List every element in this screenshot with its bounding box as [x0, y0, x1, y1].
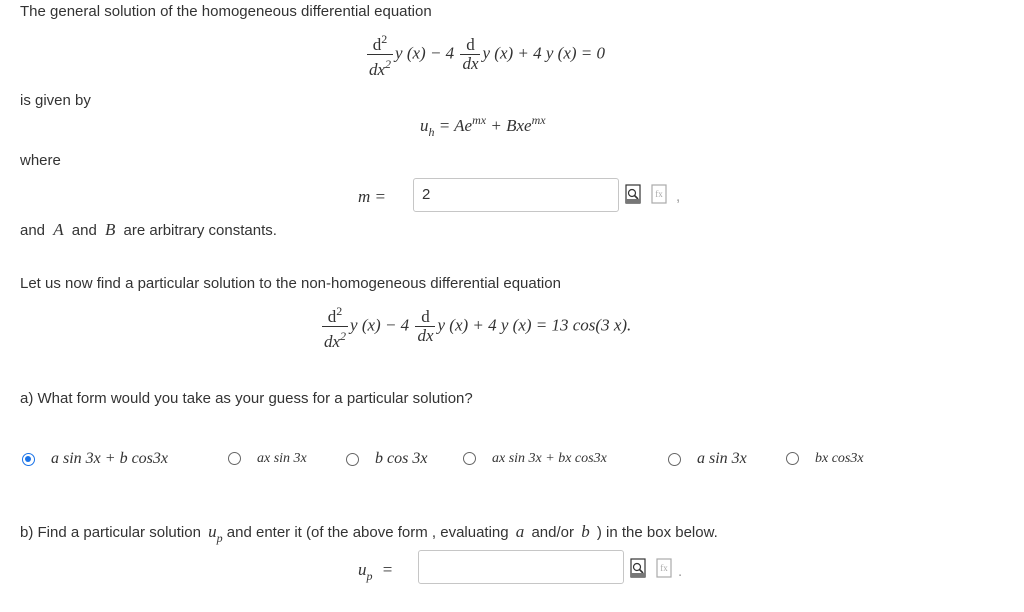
- equation-term: y (x) − 4: [395, 43, 455, 63]
- dx-symbol: dx: [417, 326, 434, 345]
- question-text: ) in the box below.: [596, 524, 718, 541]
- a-symbol: a: [515, 522, 525, 541]
- dx-symbol: dx: [369, 60, 386, 79]
- d-symbol: d: [327, 307, 337, 326]
- equation-term: + Bxe: [490, 116, 532, 135]
- p-subscript: p: [366, 569, 373, 583]
- option-3[interactable]: [346, 450, 427, 468]
- question-text: and/or: [531, 524, 575, 541]
- up-input[interactable]: [418, 550, 624, 584]
- trailing-comma: ,: [676, 188, 681, 205]
- equation-term: y (x) − 4: [350, 315, 410, 335]
- exponent: 2: [336, 304, 343, 318]
- radio-button[interactable]: [786, 452, 799, 465]
- radio-button[interactable]: [346, 453, 359, 466]
- h-subscript: h: [428, 125, 435, 139]
- svg-text:fx: fx: [655, 189, 663, 199]
- equals-sign: =: [382, 560, 393, 579]
- p-subscript: p: [216, 531, 223, 545]
- constant-a: A: [53, 220, 64, 239]
- arbitrary-text: are arbitrary constants.: [123, 222, 277, 239]
- question-text: b) Find a particular solution: [20, 524, 201, 541]
- option-label: ax sin 3x: [257, 450, 307, 466]
- equation-term: y (x) + 4 y (x) = 13 cos(3 x).: [437, 315, 632, 335]
- is-given-by-text: is given by: [20, 92, 91, 109]
- radio-button[interactable]: [668, 453, 681, 466]
- nonhomogeneous-equation: [320, 302, 631, 351]
- nonhomog-intro: Let us now find a particular solution to the non-homogeneous differential equation: [20, 275, 561, 292]
- option-6[interactable]: [786, 450, 864, 468]
- formula-editor-icon[interactable]: [651, 184, 667, 204]
- exponent: 2: [381, 32, 388, 46]
- and-text: and: [20, 222, 46, 239]
- constant-b: B: [104, 220, 116, 239]
- dx-symbol: dx: [324, 332, 341, 351]
- u-symbol: u: [208, 522, 217, 541]
- option-1[interactable]: [22, 450, 168, 468]
- intro-text: The general solution of the homogeneous differential equation: [20, 3, 432, 20]
- u-symbol: u: [420, 116, 429, 135]
- b-symbol: b: [581, 522, 590, 541]
- preview-icon[interactable]: [630, 558, 646, 578]
- up-label: [358, 560, 392, 584]
- u-symbol: u: [358, 560, 367, 579]
- option-5[interactable]: [668, 450, 747, 468]
- option-label: bx cos3x: [815, 450, 864, 466]
- and-text: and: [71, 222, 97, 239]
- dx-symbol: dx: [462, 54, 479, 73]
- equation-term: y (x) + 4 y (x) = 0: [482, 43, 606, 63]
- part-a-question: a) What form would you take as your guess for a particular solution?: [20, 390, 473, 407]
- constants-text: [20, 220, 277, 240]
- trailing-period: .: [678, 563, 683, 580]
- exponent: 2: [340, 329, 347, 343]
- option-label: a sin 3x: [697, 450, 747, 467]
- svg-text:fx: fx: [660, 563, 668, 573]
- option-label: a sin 3x + b cos3x: [51, 450, 168, 467]
- d-symbol: d: [372, 35, 382, 54]
- radio-button[interactable]: [22, 453, 35, 466]
- preview-icon[interactable]: [625, 184, 641, 204]
- m-label: m =: [358, 187, 386, 206]
- radio-button[interactable]: [463, 452, 476, 465]
- formula-editor-icon[interactable]: [656, 558, 672, 578]
- exponent: mx: [531, 113, 546, 127]
- equation-term: = Ae: [438, 116, 473, 135]
- d-symbol: d: [466, 35, 475, 54]
- exponent: 2: [385, 57, 392, 71]
- part-b-question: [20, 522, 718, 546]
- option-label: ax sin 3x + bx cos3x: [492, 450, 607, 466]
- option-2[interactable]: [228, 450, 307, 468]
- exponent: mx: [472, 113, 487, 127]
- uh-equation: [420, 113, 546, 140]
- m-input[interactable]: 2: [413, 178, 619, 212]
- homogeneous-equation: [365, 30, 605, 79]
- where-text: where: [20, 152, 61, 169]
- d-symbol: d: [421, 307, 430, 326]
- option-label: b cos 3x: [375, 450, 428, 467]
- option-4[interactable]: [463, 450, 607, 468]
- radio-button[interactable]: [228, 452, 241, 465]
- question-text: and enter it (of the above form , evaluating: [226, 524, 509, 541]
